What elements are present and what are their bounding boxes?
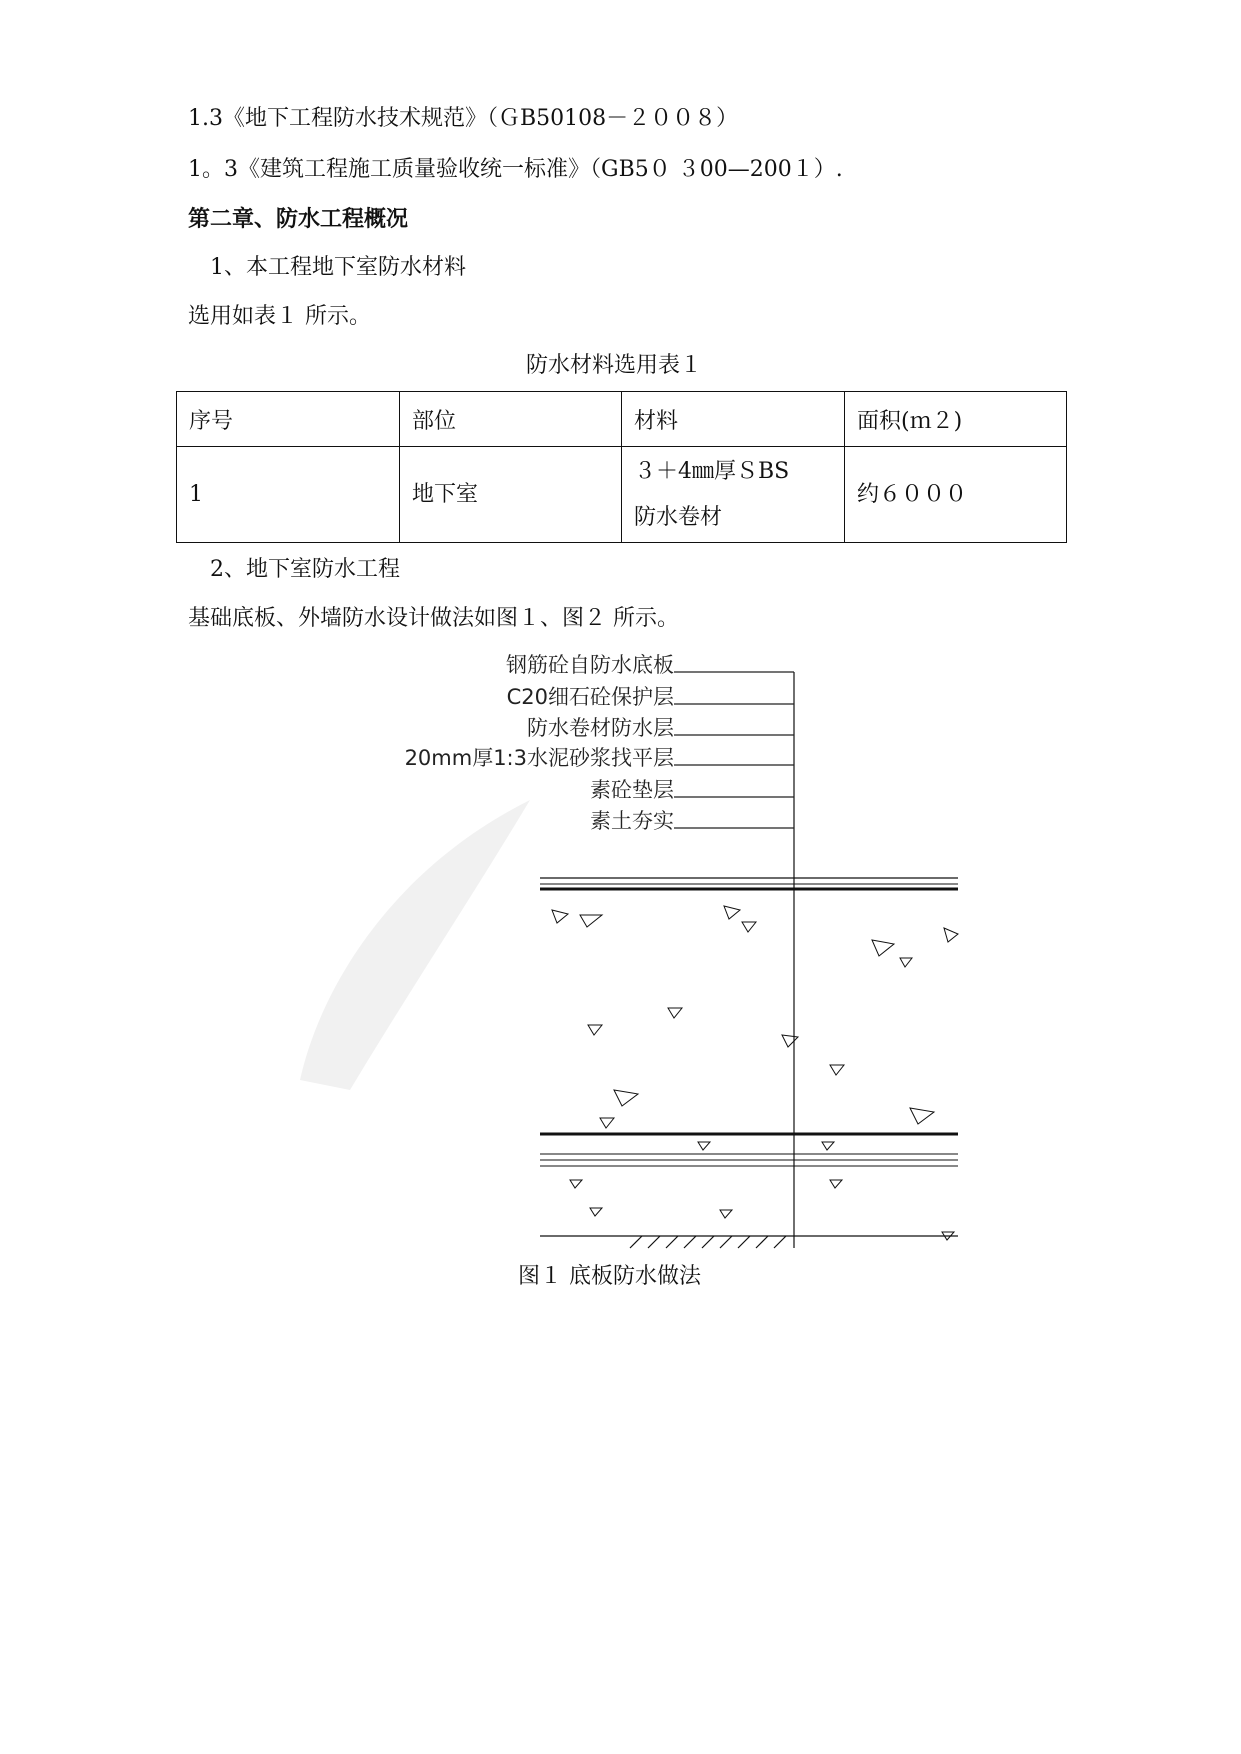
section-item-1: 1、本工程地下室防水材料 xyxy=(210,255,466,280)
table-header-row xyxy=(177,392,1067,447)
layer-label-6: 素土夯实 xyxy=(590,809,674,833)
cell-part: 地下室 xyxy=(400,447,622,543)
table-title: 防水材料选用表１ xyxy=(526,353,703,378)
section-item-2-text: 基础底板、外墙防水设计做法如图１、图２ 所示。 xyxy=(188,606,679,631)
cell-material-line-2: 防水卷材 xyxy=(634,504,723,530)
header-cell-material: 材料 xyxy=(622,392,845,447)
header-cell-no: 序号 xyxy=(177,392,400,447)
header-cell-area: 面积(ｍ２) xyxy=(845,392,1067,447)
soil-hatching xyxy=(630,1236,786,1248)
cell-no: 1 xyxy=(177,447,400,543)
section-item-2: 2、地下室防水工程 xyxy=(210,557,400,582)
layer-label-1: 钢筋砼自防水底板 xyxy=(506,653,674,677)
cell-material xyxy=(622,447,845,543)
layer-labels xyxy=(405,653,674,833)
leader-lines xyxy=(674,672,794,1248)
table-row xyxy=(177,447,1067,543)
cell-area: 约６０００ xyxy=(845,447,1067,543)
reference-line-1: 1.3《地下工程防水技术规范》（ＧB50108－２００８） xyxy=(188,106,739,131)
floor-slab-waterproofing-figure xyxy=(270,650,970,1270)
figure-caption: 图１ 底板防水做法 xyxy=(518,1264,701,1289)
layer-label-5: 素砼垫层 xyxy=(590,778,674,802)
scan-smudge xyxy=(300,800,530,1090)
materials-table xyxy=(176,391,1067,543)
reference-line-2: 1。3《建筑工程施工质量验收统一标准》（GB5０ ３00—200１）. xyxy=(188,157,843,182)
section-drawing xyxy=(540,878,958,1248)
layer-label-4: 20mm厚1:3水泥砂浆找平层 xyxy=(404,746,674,770)
layer-label-2: C20细石砼保护层 xyxy=(506,685,674,709)
header-cell-part: 部位 xyxy=(400,392,622,447)
section-item-1-text: 选用如表１ 所示。 xyxy=(188,304,371,329)
layer-label-3: 防水卷材防水层 xyxy=(527,716,674,740)
aggregate-marks xyxy=(552,906,958,1240)
cell-material-line-1: ３＋4㎜厚ＳBS xyxy=(634,458,790,484)
chapter-heading: 第二章、防水工程概况 xyxy=(188,207,409,232)
